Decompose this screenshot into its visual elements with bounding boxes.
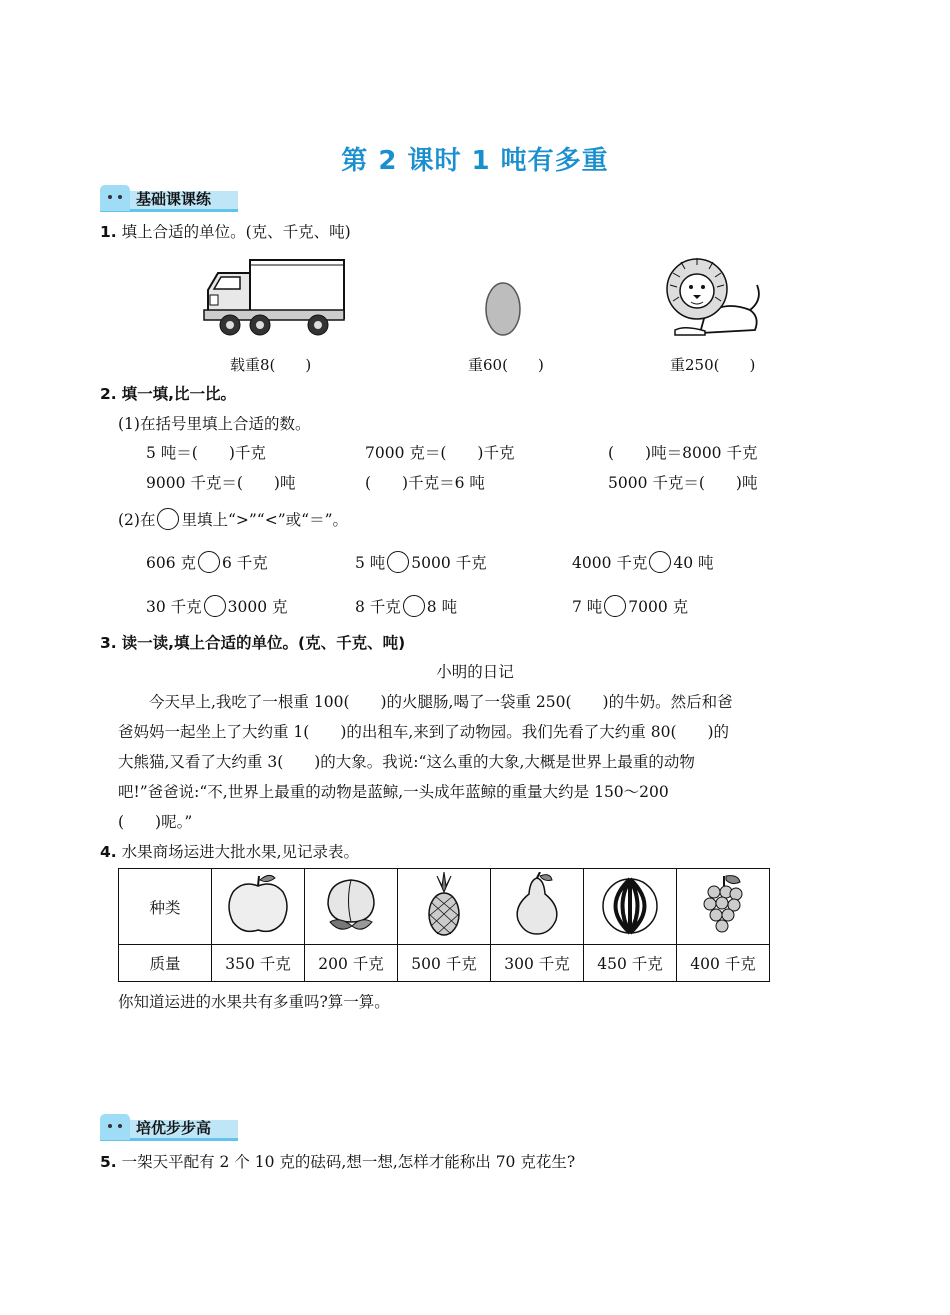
table-row [119,869,770,945]
compare-right: 7000 克 [628,598,689,616]
truck-icon [200,255,350,340]
fruit-record-table [118,868,770,982]
truck-caption: 载重8( ) [230,356,312,374]
compare-item [355,551,487,573]
fruit-cell [584,869,677,945]
question-3 [100,633,405,653]
question-number: 5. [100,1153,117,1171]
section-header-label: 基础课课练 [136,190,212,208]
compare-circle [157,508,179,530]
q2-row1-item1: 5 吨＝( )千克 [146,444,266,462]
table-header-mass: 质量 [119,945,212,982]
compare-item [355,595,457,617]
compare-left: 8 千克 [355,598,401,616]
q2-part2-suffix: 里填上“>”“<”或“＝”。 [181,511,348,529]
question-4 [100,842,359,862]
q2-row1-item2: 7000 克＝( )千克 [365,444,515,462]
watermelon-icon [595,872,665,937]
question-text: 填一填,比一比。 [121,385,237,403]
q2-row2-item3: 5000 千克＝( )吨 [608,474,758,492]
mass-cell: 300 千克 [491,945,584,982]
question-2 [100,384,236,404]
diary-title: 小明的日记 [436,663,514,681]
compare-left: 606 克 [146,554,197,572]
fruit-cell [212,869,305,945]
compare-right: 8 吨 [426,598,458,616]
lion-icon [665,255,765,340]
fruit-cell [491,869,584,945]
question-1 [100,222,351,242]
question-number: 4. [100,843,117,861]
compare-right: 5000 千克 [411,554,487,572]
question-5 [100,1152,575,1172]
grape-icon [688,872,758,937]
section-header-label: 培优步步高 [136,1119,212,1137]
question-text: 一架天平配有 2 个 10 克的砝码,想一想,怎样才能称出 70 克花生? [121,1153,576,1171]
diary-line: 爸妈妈一起坐上了大约重 1( )的出租车,来到了动物园。我们先看了大约重 80( )的 [118,723,730,741]
diary-line: 吧!”爸爸说:“不,世界上最重的动物是蓝鲸,一头成年蓝鲸的重量大约是 150～200 [118,783,669,801]
mass-cell: 200 千克 [305,945,398,982]
compare-left: 7 吨 [572,598,603,616]
compare-right: 3000 克 [227,598,288,616]
pineapple-icon [409,872,479,937]
compare-left: 30 千克 [146,598,202,616]
q2-part1-instruction: (1)在括号里填上合适的数。 [118,415,311,433]
egg-caption: 重60( ) [468,356,544,374]
mass-cell: 500 千克 [398,945,491,982]
diary-line: ( )呢。” [118,813,193,831]
compare-left: 5 吨 [355,554,386,572]
compare-item [146,551,268,573]
page-title: 第 2 课时 1 吨有多重 [341,146,609,176]
compare-circle[interactable] [204,595,226,617]
q2-row2-item2: ( )千克＝6 吨 [365,474,485,492]
q2-row1-item3: ( )吨＝8000 千克 [608,444,758,462]
bear-badge-icon [100,185,130,211]
compare-left: 4000 千克 [572,554,648,572]
question-text: 读一读,填上合适的单位。(克、千克、吨) [121,634,406,652]
section-header-basic [100,185,240,211]
question-text: 填上合适的单位。(克、千克、吨) [121,223,351,241]
mass-cell: 450 千克 [584,945,677,982]
compare-circle[interactable] [604,595,626,617]
compare-item [146,595,288,617]
pear-icon [502,872,572,937]
q2-part2-instruction [118,508,348,530]
q2-row2-item1: 9000 千克＝( )吨 [146,474,296,492]
mass-cell: 400 千克 [677,945,770,982]
fruit-cell [677,869,770,945]
fruit-cell [398,869,491,945]
compare-item [572,551,714,573]
compare-circle[interactable] [649,551,671,573]
apple-icon [223,872,293,937]
fruit-cell [305,869,398,945]
compare-right: 6 千克 [222,554,268,572]
compare-circle[interactable] [198,551,220,573]
compare-circle[interactable] [387,551,409,573]
lion-caption: 重250( ) [670,356,756,374]
question-text: 水果商场运进大批水果,见记录表。 [121,843,360,861]
compare-item [572,595,688,617]
question-number: 1. [100,223,117,241]
peach-icon [316,872,386,937]
q4-followup-question: 你知道运进的水果共有多重吗?算一算。 [118,993,390,1011]
mass-cell: 350 千克 [212,945,305,982]
question-number: 2. [100,385,117,403]
diary-line: 今天早上,我吃了一根重 100( )的火腿肠,喝了一袋重 250( )的牛奶。然后和爸 [149,693,733,711]
section-header-advanced [100,1114,240,1140]
q2-part2-prefix: (2)在 [118,511,156,529]
table-header-kind: 种类 [119,869,212,945]
bear-badge-icon [100,1114,130,1140]
table-row [119,945,770,982]
compare-right: 40 吨 [673,554,714,572]
diary-body [118,687,850,837]
diary-line: 大熊猫,又看了大约重 3( )的大象。我说:“这么重的大象,大概是世界上最重的动物 [118,753,695,771]
egg-icon [483,278,523,338]
question-number: 3. [100,634,117,652]
compare-circle[interactable] [403,595,425,617]
